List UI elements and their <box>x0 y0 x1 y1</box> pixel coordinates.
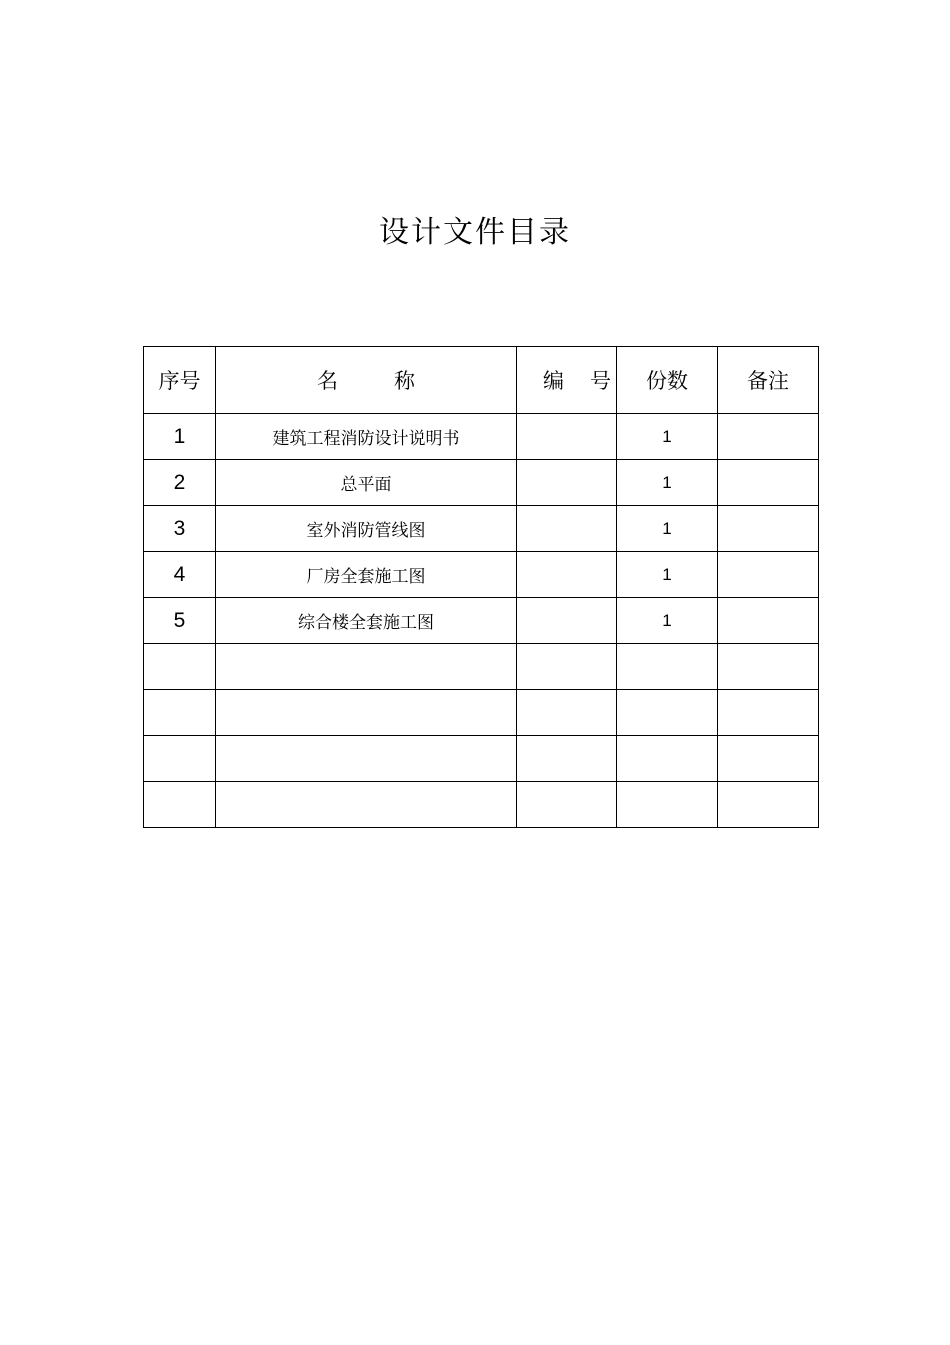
cell-code <box>517 690 617 736</box>
file-catalog-table <box>143 346 819 828</box>
cell-copies: 1 <box>617 414 718 460</box>
cell-serial-number: 5 <box>144 598 216 644</box>
cell-remark <box>718 736 819 782</box>
table-row <box>144 552 819 598</box>
cell-code <box>517 552 617 598</box>
table-header-row <box>144 347 819 414</box>
table-row-empty <box>144 736 819 782</box>
cell-name <box>216 782 517 828</box>
table-row <box>144 598 819 644</box>
cell-copies <box>617 782 718 828</box>
cell-serial-number: 1 <box>144 414 216 460</box>
cell-remark <box>718 782 819 828</box>
cell-copies: 1 <box>617 506 718 552</box>
cell-name: 综合楼全套施工图 <box>216 598 517 644</box>
cell-copies <box>617 736 718 782</box>
cell-code <box>517 460 617 506</box>
table-row-empty <box>144 782 819 828</box>
header-name: 名称 <box>216 347 517 414</box>
cell-code <box>517 782 617 828</box>
cell-serial-number: 4 <box>144 552 216 598</box>
cell-remark <box>718 460 819 506</box>
cell-name: 室外消防管线图 <box>216 506 517 552</box>
cell-remark <box>718 414 819 460</box>
cell-remark <box>718 690 819 736</box>
header-copies: 份数 <box>617 347 718 414</box>
cell-copies: 1 <box>617 552 718 598</box>
cell-serial-number: 2 <box>144 460 216 506</box>
cell-copies <box>617 644 718 690</box>
cell-remark <box>718 552 819 598</box>
cell-name <box>216 690 517 736</box>
cell-remark <box>718 598 819 644</box>
table-row <box>144 506 819 552</box>
table-row <box>144 414 819 460</box>
table-row-empty <box>144 690 819 736</box>
cell-name <box>216 644 517 690</box>
cell-code <box>517 736 617 782</box>
cell-name: 厂房全套施工图 <box>216 552 517 598</box>
cell-serial-number <box>144 690 216 736</box>
cell-copies <box>617 690 718 736</box>
cell-serial-number <box>144 736 216 782</box>
cell-name: 建筑工程消防设计说明书 <box>216 414 517 460</box>
cell-name <box>216 736 517 782</box>
cell-serial-number <box>144 644 216 690</box>
header-code: 编号 <box>517 347 617 414</box>
cell-code <box>517 414 617 460</box>
table-row-empty <box>144 644 819 690</box>
cell-copies: 1 <box>617 598 718 644</box>
cell-code <box>517 644 617 690</box>
cell-remark <box>718 644 819 690</box>
cell-serial-number: 3 <box>144 506 216 552</box>
cell-code <box>517 598 617 644</box>
cell-name: 总平面 <box>216 460 517 506</box>
document-title: 设计文件目录 <box>379 215 571 250</box>
cell-serial-number <box>144 782 216 828</box>
header-remark: 备注 <box>718 347 819 414</box>
header-serial-number: 序号 <box>144 347 216 414</box>
cell-remark <box>718 506 819 552</box>
table-row <box>144 460 819 506</box>
cell-copies: 1 <box>617 460 718 506</box>
cell-code <box>517 506 617 552</box>
